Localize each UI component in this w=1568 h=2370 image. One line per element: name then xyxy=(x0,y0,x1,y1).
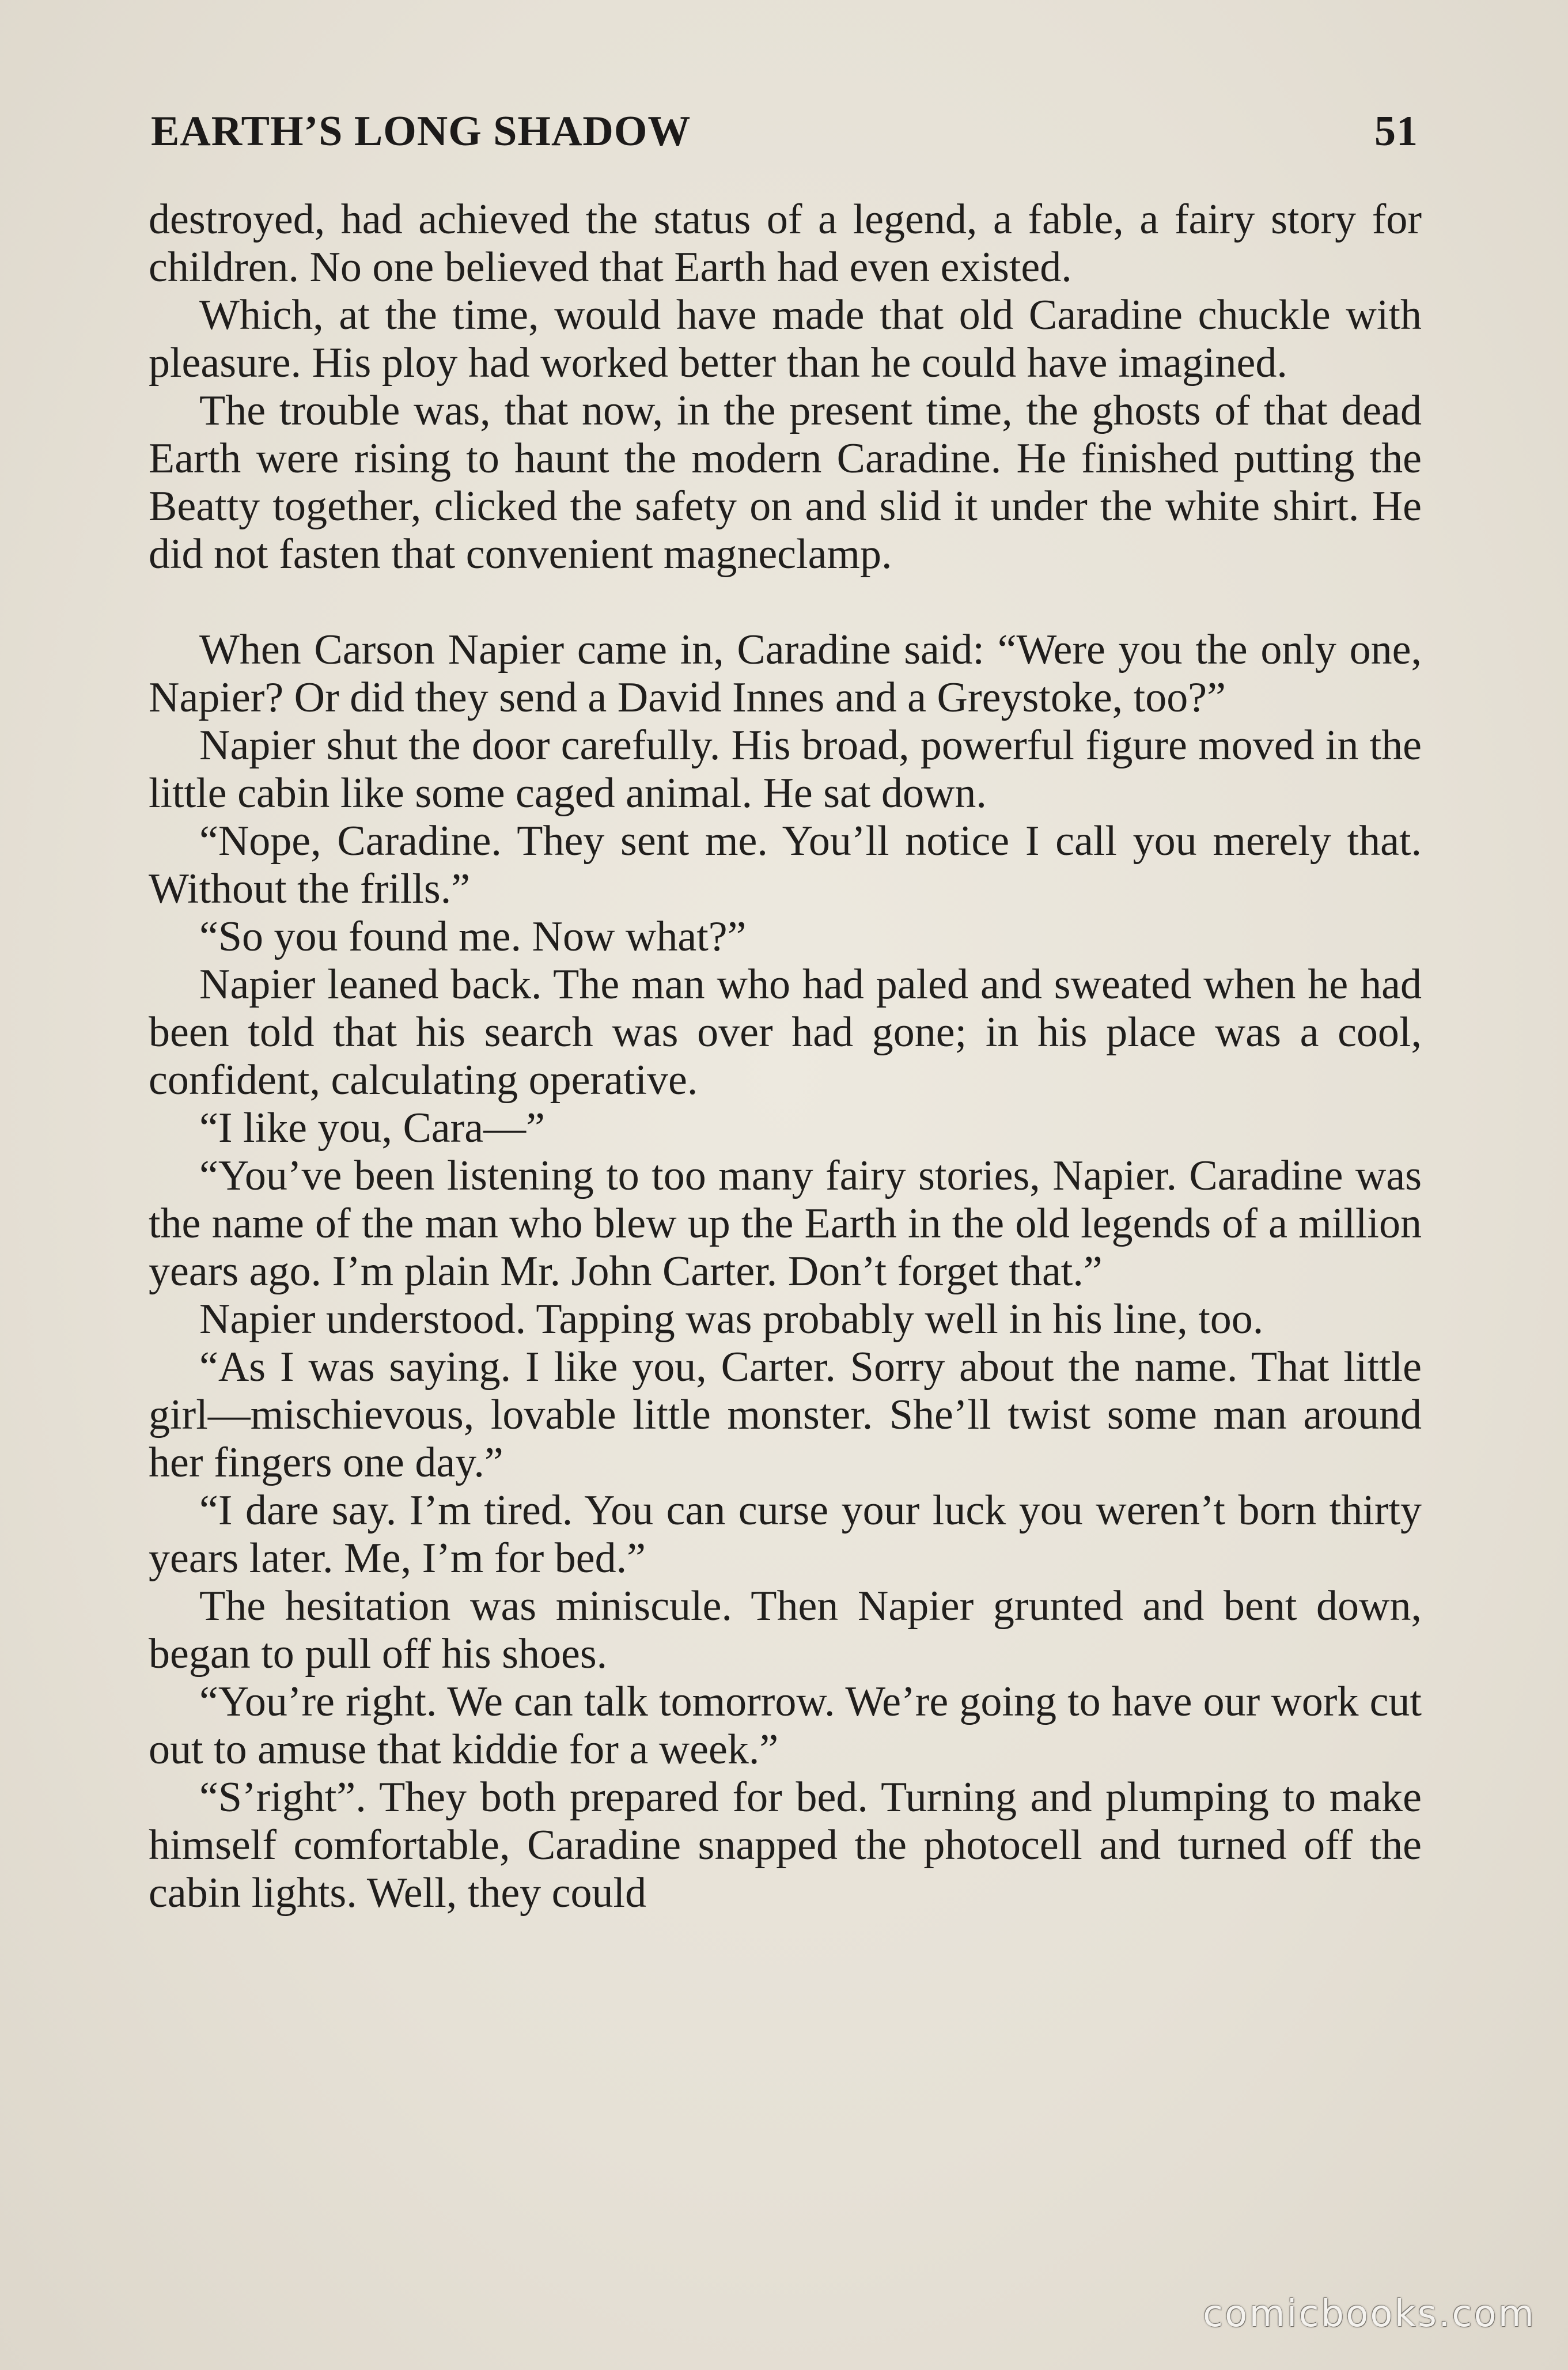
paragraph: The hesitation was miniscule. Then Napier grunted and bent down, began to pull off his shoes. xyxy=(149,1582,1422,1678)
paragraph: “You’re right. We can talk tomorrow. We’re going to have our work cut out to amuse that kiddie for a week.” xyxy=(149,1678,1422,1773)
paragraph: When Carson Napier came in, Caradine said: “Were you the only one, Napier? Or did they send a David Innes and a Greystoke, too?” xyxy=(149,626,1422,721)
paragraph: “I like you, Cara—” xyxy=(199,1104,545,1152)
running-title: EARTH’S LONG SHADOW xyxy=(151,108,691,155)
paragraph: “You’ve been listening to too many fairy stories, Napier. Caradine was the name of the man who blew up the Earth in the old legends of a million years ago. I’m plain Mr. John Carter. Don’t forget that.” xyxy=(149,1152,1422,1295)
paragraph: Napier shut the door carefully. His broad, powerful figure moved in the little cabin like some caged animal. He sat down. xyxy=(149,722,1422,817)
page-number: 51 xyxy=(1374,108,1418,155)
body-text xyxy=(149,196,1422,1917)
paragraph: “I dare say. I’m tired. You can curse your luck you weren’t born thirty years later. Me, I’m for bed.” xyxy=(149,1487,1422,1582)
paragraph: destroyed, had achieved the status of a legend, a fable, a fairy story for children. No one believed that Earth had even existed. xyxy=(149,196,1422,291)
watermark: comicbooks.com xyxy=(1202,2293,1536,2335)
paragraph: “S’right”. They both prepared for bed. Turning and plumping to make himself comfortable, Caradine snapped the photocell and turned off the cabin lights. Well, they could xyxy=(149,1774,1422,1917)
page-header xyxy=(151,103,1418,166)
paragraph: Napier leaned back. The man who had paled and sweated when he had been told that his search was over had gone; in his place was a cool, confident, calculating operative. xyxy=(149,961,1422,1104)
paragraph: The trouble was, that now, in the present time, the ghosts of that dead Earth were rising to haunt the modern Caradine. He finished putting the Beatty together, clicked the safety on and slid it under the white shirt. He did not fasten that convenient magneclamp. xyxy=(149,387,1422,578)
paragraph: Which, at the time, would have made that old Caradine chuckle with pleasure. His ploy had worked better than he could have imagined. xyxy=(149,291,1422,387)
paragraph: “Nope, Caradine. They sent me. You’ll notice I call you merely that. Without the frills.” xyxy=(149,817,1422,913)
paragraph: “So you found me. Now what?” xyxy=(199,913,747,960)
paragraph: “As I was saying. I like you, Carter. Sorry about the name. That little girl—mischievous, lovable little monster. She’ll twist some man around her fingers one day.” xyxy=(149,1343,1422,1486)
paragraph: Napier understood. Tapping was probably well in his line, too. xyxy=(199,1296,1264,1343)
